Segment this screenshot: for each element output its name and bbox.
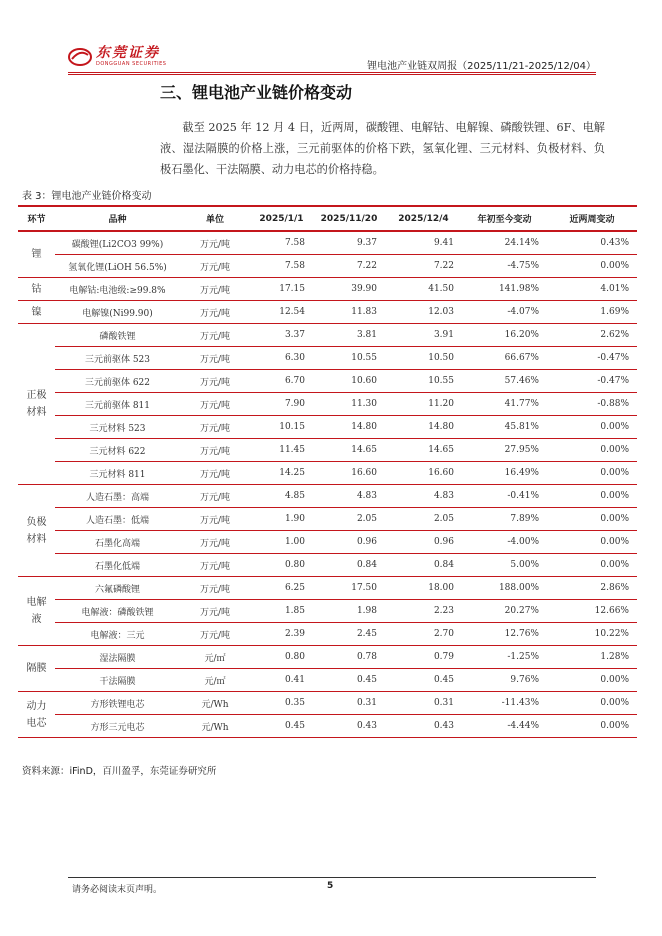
price-cell: 1.00 [250,531,313,554]
unit-cell: 元/Wh [180,715,250,738]
footer-divider [68,877,596,878]
table-row [18,347,637,370]
biweekly-change-cell: 0.00% [547,531,637,554]
table-body [18,231,637,738]
biweekly-change-cell: -0.47% [547,370,637,393]
summary-text: 截至 2025 年 12 月 4 日，近两周，碳酸锂、电解钴、电解镍、磷酸铁锂、6F、电解液、湿法隔膜的价格上涨，三元前驱体的价格下跌，氢氧化锂、三元材料、负极材料、负极石墨化、干法隔膜、动力电芯的价格持稳。 [160,121,605,176]
ytd-change-cell: 20.27% [462,600,547,623]
product-cell: 三元前驱体 622 [55,370,180,393]
unit-cell: 万元/吨 [180,462,250,485]
table-row [18,485,637,508]
price-cell: 9.37 [313,231,385,255]
price-cell: 3.91 [385,324,462,347]
price-cell: 0.79 [385,646,462,669]
unit-cell: 万元/吨 [180,255,250,278]
price-cell: 0.84 [385,554,462,577]
unit-cell: 万元/吨 [180,231,250,255]
table-row [18,370,637,393]
ytd-change-cell: 188.00% [462,577,547,600]
ytd-change-cell: 9.76% [462,669,547,692]
ytd-change-cell: -4.00% [462,531,547,554]
biweekly-change-cell: -0.88% [547,393,637,416]
price-change-table [18,205,637,738]
column-header: 2025/11/20 [313,206,385,231]
product-cell: 人造石墨：低端 [55,508,180,531]
price-cell: 10.60 [313,370,385,393]
category-cell: 负极材料 [18,485,55,577]
price-cell: 39.90 [313,278,385,301]
price-cell: 0.35 [250,692,313,715]
page-header [68,44,596,74]
logo-chinese-text: 东莞证券 [96,45,160,61]
column-header: 近两周变动 [547,206,637,231]
biweekly-change-cell: 2.86% [547,577,637,600]
table-row [18,577,637,600]
biweekly-change-cell: 0.43% [547,231,637,255]
header-divider [68,72,596,75]
price-cell: 0.31 [313,692,385,715]
price-cell: 2.05 [313,508,385,531]
price-cell: 14.80 [385,416,462,439]
biweekly-change-cell: 10.22% [547,623,637,646]
biweekly-change-cell: 0.00% [547,715,637,738]
category-cell: 隔膜 [18,646,55,692]
unit-cell: 万元/吨 [180,531,250,554]
biweekly-change-cell: 12.66% [547,600,637,623]
biweekly-change-cell: 0.00% [547,439,637,462]
biweekly-change-cell: 0.00% [547,508,637,531]
logo-mark-icon [68,47,92,67]
table-row [18,669,637,692]
unit-cell: 万元/吨 [180,324,250,347]
table-row [18,554,637,577]
biweekly-change-cell: 0.00% [547,485,637,508]
price-cell: 0.31 [385,692,462,715]
unit-cell: 元/Wh [180,692,250,715]
category-cell: 钴 [18,278,55,301]
data-source: 资料来源：iFinD，百川盈孚，东莞证券研究所 [22,766,217,777]
ytd-change-cell: 16.49% [462,462,547,485]
price-cell: 6.25 [250,577,313,600]
price-cell: 7.58 [250,231,313,255]
biweekly-change-cell: 0.00% [547,692,637,715]
table-row [18,255,637,278]
unit-cell: 万元/吨 [180,439,250,462]
biweekly-change-cell: 0.00% [547,669,637,692]
unit-cell: 万元/吨 [180,485,250,508]
price-cell: 2.70 [385,623,462,646]
price-cell: 16.60 [313,462,385,485]
unit-cell: 万元/吨 [180,278,250,301]
unit-cell: 万元/吨 [180,416,250,439]
price-cell: 0.43 [385,715,462,738]
unit-cell: 万元/吨 [180,301,250,324]
price-cell: 0.41 [250,669,313,692]
table-caption: 表 3：锂电池产业链价格变动 [22,191,152,202]
ytd-change-cell: 12.76% [462,623,547,646]
ytd-change-cell: -1.25% [462,646,547,669]
product-cell: 人造石墨：高端 [55,485,180,508]
product-cell: 碳酸锂(Li2CO3 99%) [55,231,180,255]
product-cell: 电解液：三元 [55,623,180,646]
price-cell: 1.98 [313,600,385,623]
table-row [18,600,637,623]
table-row [18,531,637,554]
product-cell: 电解液：磷酸铁锂 [55,600,180,623]
product-cell: 石墨化低端 [55,554,180,577]
biweekly-change-cell: 2.62% [547,324,637,347]
unit-cell: 万元/吨 [180,554,250,577]
category-cell: 动力电芯 [18,692,55,738]
table-row [18,646,637,669]
unit-cell: 万元/吨 [180,370,250,393]
price-cell: 10.55 [385,370,462,393]
product-cell: 三元材料 811 [55,462,180,485]
price-cell: 11.45 [250,439,313,462]
product-cell: 三元材料 622 [55,439,180,462]
table-row [18,278,637,301]
price-cell: 2.39 [250,623,313,646]
product-cell: 湿法隔膜 [55,646,180,669]
column-header: 环节 [18,206,55,231]
price-cell: 0.80 [250,646,313,669]
unit-cell: 万元/吨 [180,508,250,531]
product-cell: 磷酸铁锂 [55,324,180,347]
price-cell: 9.41 [385,231,462,255]
table-row [18,231,637,255]
price-cell: 0.80 [250,554,313,577]
ytd-change-cell: 141.98% [462,278,547,301]
price-cell: 10.50 [385,347,462,370]
ytd-change-cell: 45.81% [462,416,547,439]
price-cell: 16.60 [385,462,462,485]
product-cell: 电解钴:电池级:≥99.8% [55,278,180,301]
category-cell: 镍 [18,301,55,324]
product-cell: 方形铁锂电芯 [55,692,180,715]
company-logo [68,46,166,67]
ytd-change-cell: 57.46% [462,370,547,393]
biweekly-change-cell: 0.00% [547,255,637,278]
biweekly-change-cell: 1.69% [547,301,637,324]
product-cell: 干法隔膜 [55,669,180,692]
product-cell: 三元前驱体 523 [55,347,180,370]
unit-cell: 万元/吨 [180,600,250,623]
unit-cell: 元/㎡ [180,669,250,692]
price-cell: 1.85 [250,600,313,623]
price-cell: 17.50 [313,577,385,600]
table-header-row [18,206,637,231]
price-cell: 0.45 [385,669,462,692]
ytd-change-cell: 7.89% [462,508,547,531]
biweekly-change-cell: 1.28% [547,646,637,669]
price-cell: 0.45 [313,669,385,692]
column-header: 品种 [55,206,180,231]
table-row [18,508,637,531]
price-cell: 6.70 [250,370,313,393]
biweekly-change-cell: 4.01% [547,278,637,301]
section-title: 三、锂电池产业链价格变动 [160,83,353,102]
column-header: 2025/12/4 [385,206,462,231]
biweekly-change-cell: 0.00% [547,462,637,485]
price-cell: 2.05 [385,508,462,531]
table-row [18,393,637,416]
category-cell: 电解液 [18,577,55,646]
price-cell: 14.80 [313,416,385,439]
ytd-change-cell: 41.77% [462,393,547,416]
price-cell: 14.65 [385,439,462,462]
footer-disclaimer: 请务必阅读末页声明。 [72,885,163,895]
unit-cell: 万元/吨 [180,577,250,600]
table-row [18,324,637,347]
price-cell: 0.43 [313,715,385,738]
summary-paragraph [160,117,605,180]
unit-cell: 元/㎡ [180,646,250,669]
price-cell: 11.30 [313,393,385,416]
price-cell: 3.37 [250,324,313,347]
price-cell: 14.25 [250,462,313,485]
price-cell: 0.84 [313,554,385,577]
ytd-change-cell: -0.41% [462,485,547,508]
price-cell: 2.45 [313,623,385,646]
price-cell: 0.78 [313,646,385,669]
ytd-change-cell: 27.95% [462,439,547,462]
product-cell: 六氟磷酸锂 [55,577,180,600]
category-cell: 正极材料 [18,324,55,485]
table-row [18,439,637,462]
logo-english-text: DONGGUAN SECURITIES [96,61,167,67]
page-number: 5 [327,881,334,891]
column-header: 2025/1/1 [250,206,313,231]
price-cell: 11.83 [313,301,385,324]
product-cell: 三元材料 523 [55,416,180,439]
price-cell: 7.22 [313,255,385,278]
ytd-change-cell: 5.00% [462,554,547,577]
product-cell: 氢氧化锂(LiOH 56.5%) [55,255,180,278]
price-cell: 4.83 [385,485,462,508]
price-cell: 17.15 [250,278,313,301]
unit-cell: 万元/吨 [180,623,250,646]
ytd-change-cell: 24.14% [462,231,547,255]
product-cell: 电解镍(Ni99.90) [55,301,180,324]
ytd-change-cell: 16.20% [462,324,547,347]
biweekly-change-cell: 0.00% [547,554,637,577]
price-cell: 7.22 [385,255,462,278]
price-cell: 0.96 [385,531,462,554]
biweekly-change-cell: 0.00% [547,416,637,439]
table-row [18,715,637,738]
column-header: 年初至今变动 [462,206,547,231]
column-header: 单位 [180,206,250,231]
ytd-change-cell: -4.07% [462,301,547,324]
price-cell: 12.03 [385,301,462,324]
table-row [18,462,637,485]
product-cell: 方形三元电芯 [55,715,180,738]
ytd-change-cell: 66.67% [462,347,547,370]
product-cell: 石墨化高端 [55,531,180,554]
price-cell: 3.81 [313,324,385,347]
price-cell: 10.55 [313,347,385,370]
table-row [18,692,637,715]
price-cell: 10.15 [250,416,313,439]
price-cell: 6.30 [250,347,313,370]
price-cell: 2.23 [385,600,462,623]
price-cell: 4.83 [313,485,385,508]
price-cell: 1.90 [250,508,313,531]
table-row [18,623,637,646]
price-cell: 11.20 [385,393,462,416]
unit-cell: 万元/吨 [180,393,250,416]
price-cell: 12.54 [250,301,313,324]
product-cell: 三元前驱体 811 [55,393,180,416]
ytd-change-cell: -4.75% [462,255,547,278]
ytd-change-cell: -11.43% [462,692,547,715]
price-cell: 4.85 [250,485,313,508]
category-cell: 锂 [18,231,55,278]
price-cell: 0.96 [313,531,385,554]
price-cell: 41.50 [385,278,462,301]
table-row [18,301,637,324]
biweekly-change-cell: -0.47% [547,347,637,370]
table-row [18,416,637,439]
unit-cell: 万元/吨 [180,347,250,370]
ytd-change-cell: -4.44% [462,715,547,738]
price-cell: 0.45 [250,715,313,738]
report-title: 锂电池产业链双周报（2025/11/21-2025/12/04） [367,61,596,72]
price-cell: 14.65 [313,439,385,462]
price-cell: 7.58 [250,255,313,278]
price-cell: 18.00 [385,577,462,600]
price-cell: 7.90 [250,393,313,416]
